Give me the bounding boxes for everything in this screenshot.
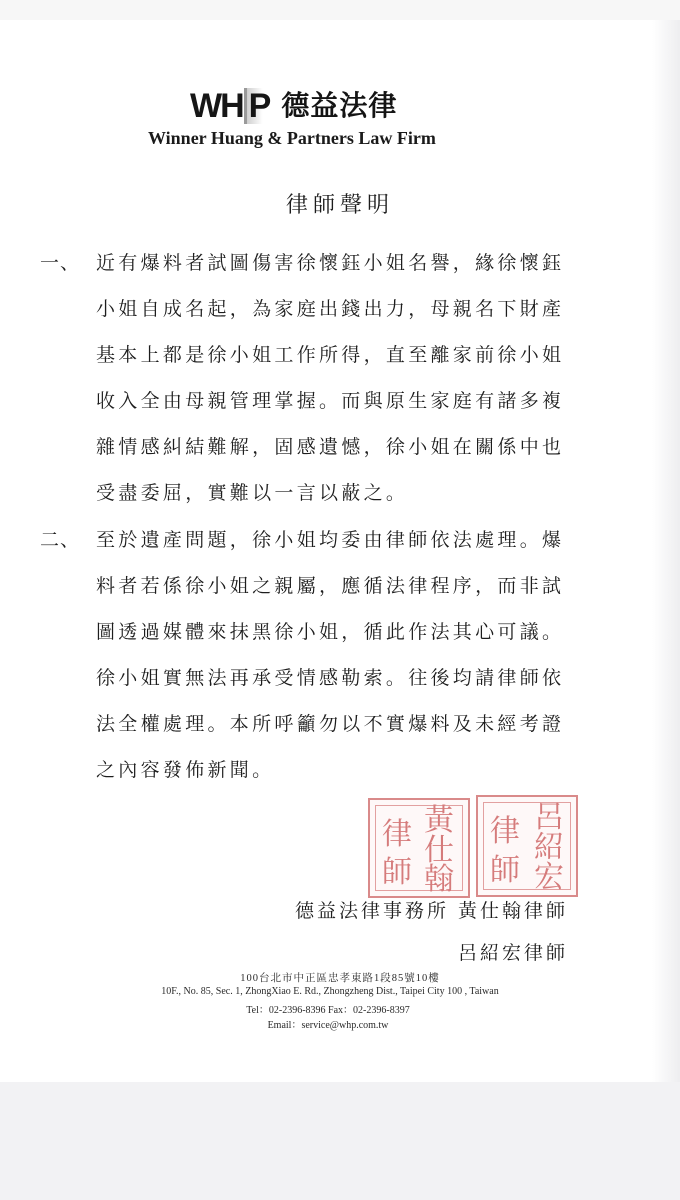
seal-character: 律 (490, 814, 520, 849)
document-title: 律師聲明 (285, 193, 394, 218)
paragraph-text: 至於遺產問題，徐小姐均委由律師依法處理。爆 (96, 529, 565, 551)
paragraph-line (40, 286, 600, 332)
footer-address-chinese: 100台北市中正區忠孝東路1段85號10樓 (240, 973, 440, 984)
paragraph-text: 徐小姐實無法再承受情感勒索。往後均請律師依 (96, 667, 565, 689)
paragraph-line (40, 563, 600, 609)
paragraph-text: 之內容發佈新聞。 (96, 759, 275, 781)
seal-character: 師 (490, 853, 520, 888)
paragraph-text: 近有爆料者試圖傷害徐懷鈺小姐名譽，緣徐懷鈺 (96, 252, 565, 274)
footer-address-english: 10F., No. 85, Sec. 1, ZhongXiao E. Rd., Zhongzheng Dist., Taipei City 100 , Taiwan (161, 986, 499, 997)
paragraph-text: 受盡委屈，實難以一言以蔽之。 (96, 482, 409, 504)
signature-line-lawyer: 呂紹宏律師 (457, 942, 568, 964)
paragraph-text: 圖透過媒體來抹黑徐小姐，循此作法其心可議。 (96, 621, 565, 643)
seal-character: 仕 (424, 833, 454, 868)
seal-stamp-lu (476, 795, 578, 897)
paragraph-text: 收入全由母親管理掌握。而與原生家庭有諸多複 (96, 390, 565, 412)
seal-character: 呂 (534, 800, 564, 835)
paragraph-text: 小姐自成名起，為家庭出錢出力，母親名下財產 (96, 298, 565, 320)
seal-character: 翰 (424, 862, 454, 897)
paragraph-line (40, 332, 600, 378)
seal-stamp-huang (368, 798, 470, 898)
logo-wh-text: WH (190, 87, 243, 125)
logo-p-text: P (244, 88, 274, 124)
paragraph-text: 基本上都是徐小姐工作所得，直至離家前徐小姐 (96, 344, 565, 366)
paragraph-text: 雜情感糾結難解，固感遺憾，徐小姐在關係中也 (96, 436, 565, 458)
paragraph-line (40, 701, 600, 747)
letterhead (148, 86, 508, 156)
seal-character: 師 (382, 855, 412, 890)
footer-email: Email：service@whp.com.tw (267, 1020, 389, 1031)
paragraph-number: 一、 (40, 252, 81, 274)
paragraph-line (40, 424, 600, 470)
paragraph-line (40, 470, 600, 516)
paragraph-line (40, 378, 600, 424)
seal-character: 黃 (424, 803, 454, 838)
footer-phone-fax: Tel：02-2396-8396 Fax：02-2396-8397 (246, 1005, 410, 1016)
seal-character: 紹 (534, 830, 564, 865)
paragraph-line (40, 517, 600, 563)
paragraph-text: 法全權處理。本所呼籲勿以不實爆料及未經考證 (96, 713, 565, 735)
paragraph-line (40, 747, 600, 793)
firm-logo (190, 86, 397, 126)
paragraph-line (40, 655, 600, 701)
paragraph-line (40, 609, 600, 655)
paragraph-number: 二、 (40, 529, 81, 551)
top-bar (0, 0, 680, 20)
seal-character: 律 (382, 817, 412, 852)
paragraph-line (40, 240, 600, 286)
paragraph-text: 料者若係徐小姐之親屬，應循法律程序，而非試 (96, 575, 565, 597)
paragraph-1 (40, 240, 600, 516)
signature-line-firm: 德益法律事務所 黃仕翰律師 (294, 900, 568, 922)
paragraph-2 (40, 517, 600, 793)
seal-character: 宏 (534, 860, 564, 895)
firm-english-name: Winner Huang & Partners Law Firm (148, 128, 436, 148)
logo-chinese-name: 德益法律 (281, 89, 398, 122)
page-shadow (652, 20, 680, 1082)
